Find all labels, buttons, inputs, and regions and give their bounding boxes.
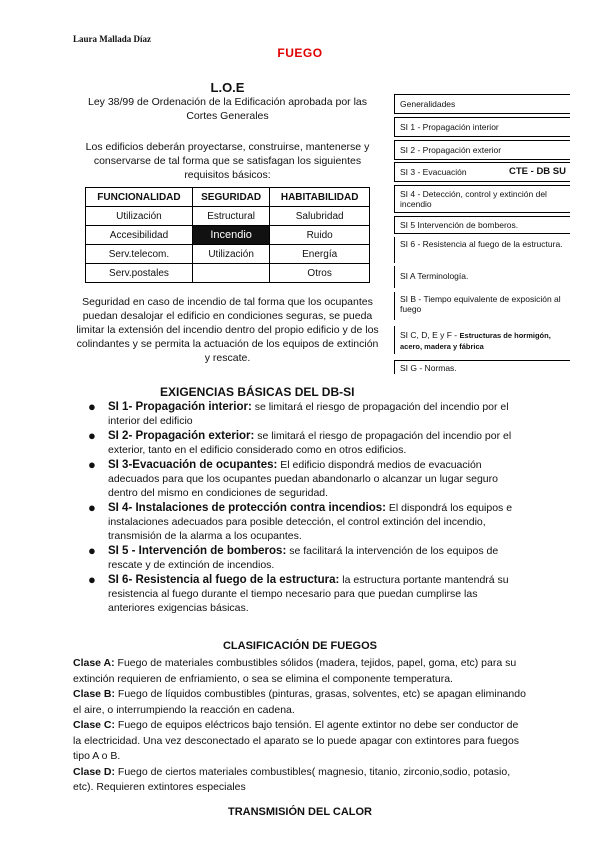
panel-item: SI 5 Intervención de bomberos. [394, 216, 570, 234]
security-description: Seguridad en caso de incendio de tal forma que los ocupantes puedan desalojar el edificio en condiciones seguras, se pueda limitar la extensión del incendio dentro del propio edificio y de los colindantes y se permita la actuación de los equipos de extinción y rescate. [76, 296, 379, 364]
list-item: ● SI 3-Evacuación de ocupantes: El edificio dispondrá medios de evacuación adecuados para que los ocupantes puedan abandonarlo o alcanzar un lugar seguro dentro del mismo en condiciones de seguridad. [88, 457, 498, 499]
loe-law-text: Ley 38/99 de Ordenación de la Edificación aprobada por las Cortes Generales [87, 96, 368, 122]
bullet-icon: ● [88, 399, 96, 414]
table-cell: Serv.telecom. [86, 245, 193, 264]
table-cell: Utilización [86, 207, 193, 226]
list-item: ● SI 6- Resistencia al fuego de la estructura: la estructura portante mantendrá su resistencia al fuego durante el tiempo necesario para que puedan cumplirse las anteriores exigencias básicas. [88, 572, 509, 614]
table-cell: Energía [270, 245, 370, 264]
panel-item: SI C, D, E y F - Estructuras de hormigón, acero, madera y fábrica [394, 326, 570, 354]
bullet-icon: ● [88, 500, 96, 515]
table-cell: Serv.postales [86, 264, 193, 283]
bullet-icon: ● [88, 428, 96, 443]
table-header-row [86, 188, 370, 207]
table-header: SEGURIDAD [192, 188, 269, 207]
table-cell: Otros [270, 264, 370, 283]
bullet-icon: ● [88, 572, 96, 587]
panel-item: SI 3 - Evacuación CTE - DB SU [394, 162, 570, 182]
exigencias-list [86, 400, 526, 616]
panel-item: SI 2 - Propagación exterior [394, 140, 570, 160]
panel-item: SI G - Normas. [394, 360, 570, 374]
loe-heading: L.O.E [210, 80, 245, 95]
table-row [86, 264, 370, 283]
requirements-intro: Los edificios deberán proyectarse, construirse, mantenerse y conservarse de tal forma que se satisfagan los siguientes requisitos básicos: [85, 141, 370, 181]
table-cell: Accesibilidad [86, 226, 193, 245]
table-row [86, 207, 370, 226]
table-row [86, 245, 370, 264]
panel-item: SI A Terminología. [394, 266, 570, 288]
class-item: Clase C: Fuego de equipos eléctricos bajo tensión. El agente extintor no debe ser conductor de la electricidad. Una vez desconectado el aparato se lo puede apagar con extintores para fuegos tipo A o B. [73, 719, 519, 762]
class-item: Clase A: Fuego de materiales combustibles sólidos (madera, tejidos, papel, goma, etc) para su extinción requieren de enfriamiento, o sea se elimina el componente temperatura. [73, 657, 517, 685]
list-item: ● SI 2- Propagación exterior: se limitará el riesgo de propagación del incendio por el exterior, tanto en el edificio considerado como en otros edificios. [88, 428, 512, 456]
table-cell-highlighted: Incendio [192, 226, 269, 245]
table-header: HABITABILIDAD [270, 188, 370, 207]
table-cell: Ruido [270, 226, 370, 245]
panel-item: SI 4 - Detección, control y extinción del incendio [394, 185, 570, 213]
panel-item-bold: Estructuras de hormigón, acero, madera y fábrica [400, 331, 551, 351]
panel-item: SI B - Tiempo equivalente de exposición al fuego [394, 292, 570, 320]
class-item: Clase D: Fuego de ciertos materiales combustibles( magnesio, titanio, zirconio,sodio, potasio, etc). Requieren extintores especiales [73, 765, 511, 793]
exigencias-heading: EXIGENCIAS BÁSICAS DEL DB-SI [160, 385, 355, 399]
class-item: Clase B: Fuego de líquidos combustibles (pinturas, grasas, solventes, etc) se apagan eliminando el aire, o interrumpiendo la reacción en cadena. [73, 688, 526, 716]
transmision-heading: TRANSMISIÓN DEL CALOR [227, 806, 373, 818]
panel-item: SI 6 - Resistencia al fuego de la estructura. [394, 237, 570, 263]
author-name: Laura Mallada Díaz [73, 34, 151, 44]
bullet-icon: ● [88, 457, 96, 472]
panel-item: Generalidades [394, 94, 570, 114]
table-cell [192, 264, 269, 283]
table-cell: Utilización [192, 245, 269, 264]
page-title: FUEGO [277, 46, 323, 60]
list-item: ● SI 1- Propagación interior: se limitará el riesgo de propagación del incendio por el interior del edificio [88, 399, 509, 427]
panel-item: SI 1 - Propagación interior [394, 117, 570, 137]
list-item: ● SI 5 - Intervención de bomberos: se facilitará la intervención de los equipos de rescate y de extinción de incendios. [88, 543, 499, 571]
clasificacion-list [73, 656, 528, 796]
list-item: ● SI 4- Instalaciones de protección contra incendios: El dispondrá los equipos e instalaciones adecuados para posible detección, el control extinción del incendio, transmisión de la alarma a los ocupantes. [88, 500, 513, 542]
table-row [86, 226, 370, 245]
table-cell: Estructural [192, 207, 269, 226]
requirements-table [85, 187, 370, 283]
table-header: FUNCIONALIDAD [86, 188, 193, 207]
table-cell: Salubridad [270, 207, 370, 226]
bullet-icon: ● [88, 543, 96, 558]
cte-label: CTE - DB SU [509, 166, 566, 177]
clasificacion-heading: CLASIFICACIÓN DE FUEGOS [222, 640, 377, 652]
